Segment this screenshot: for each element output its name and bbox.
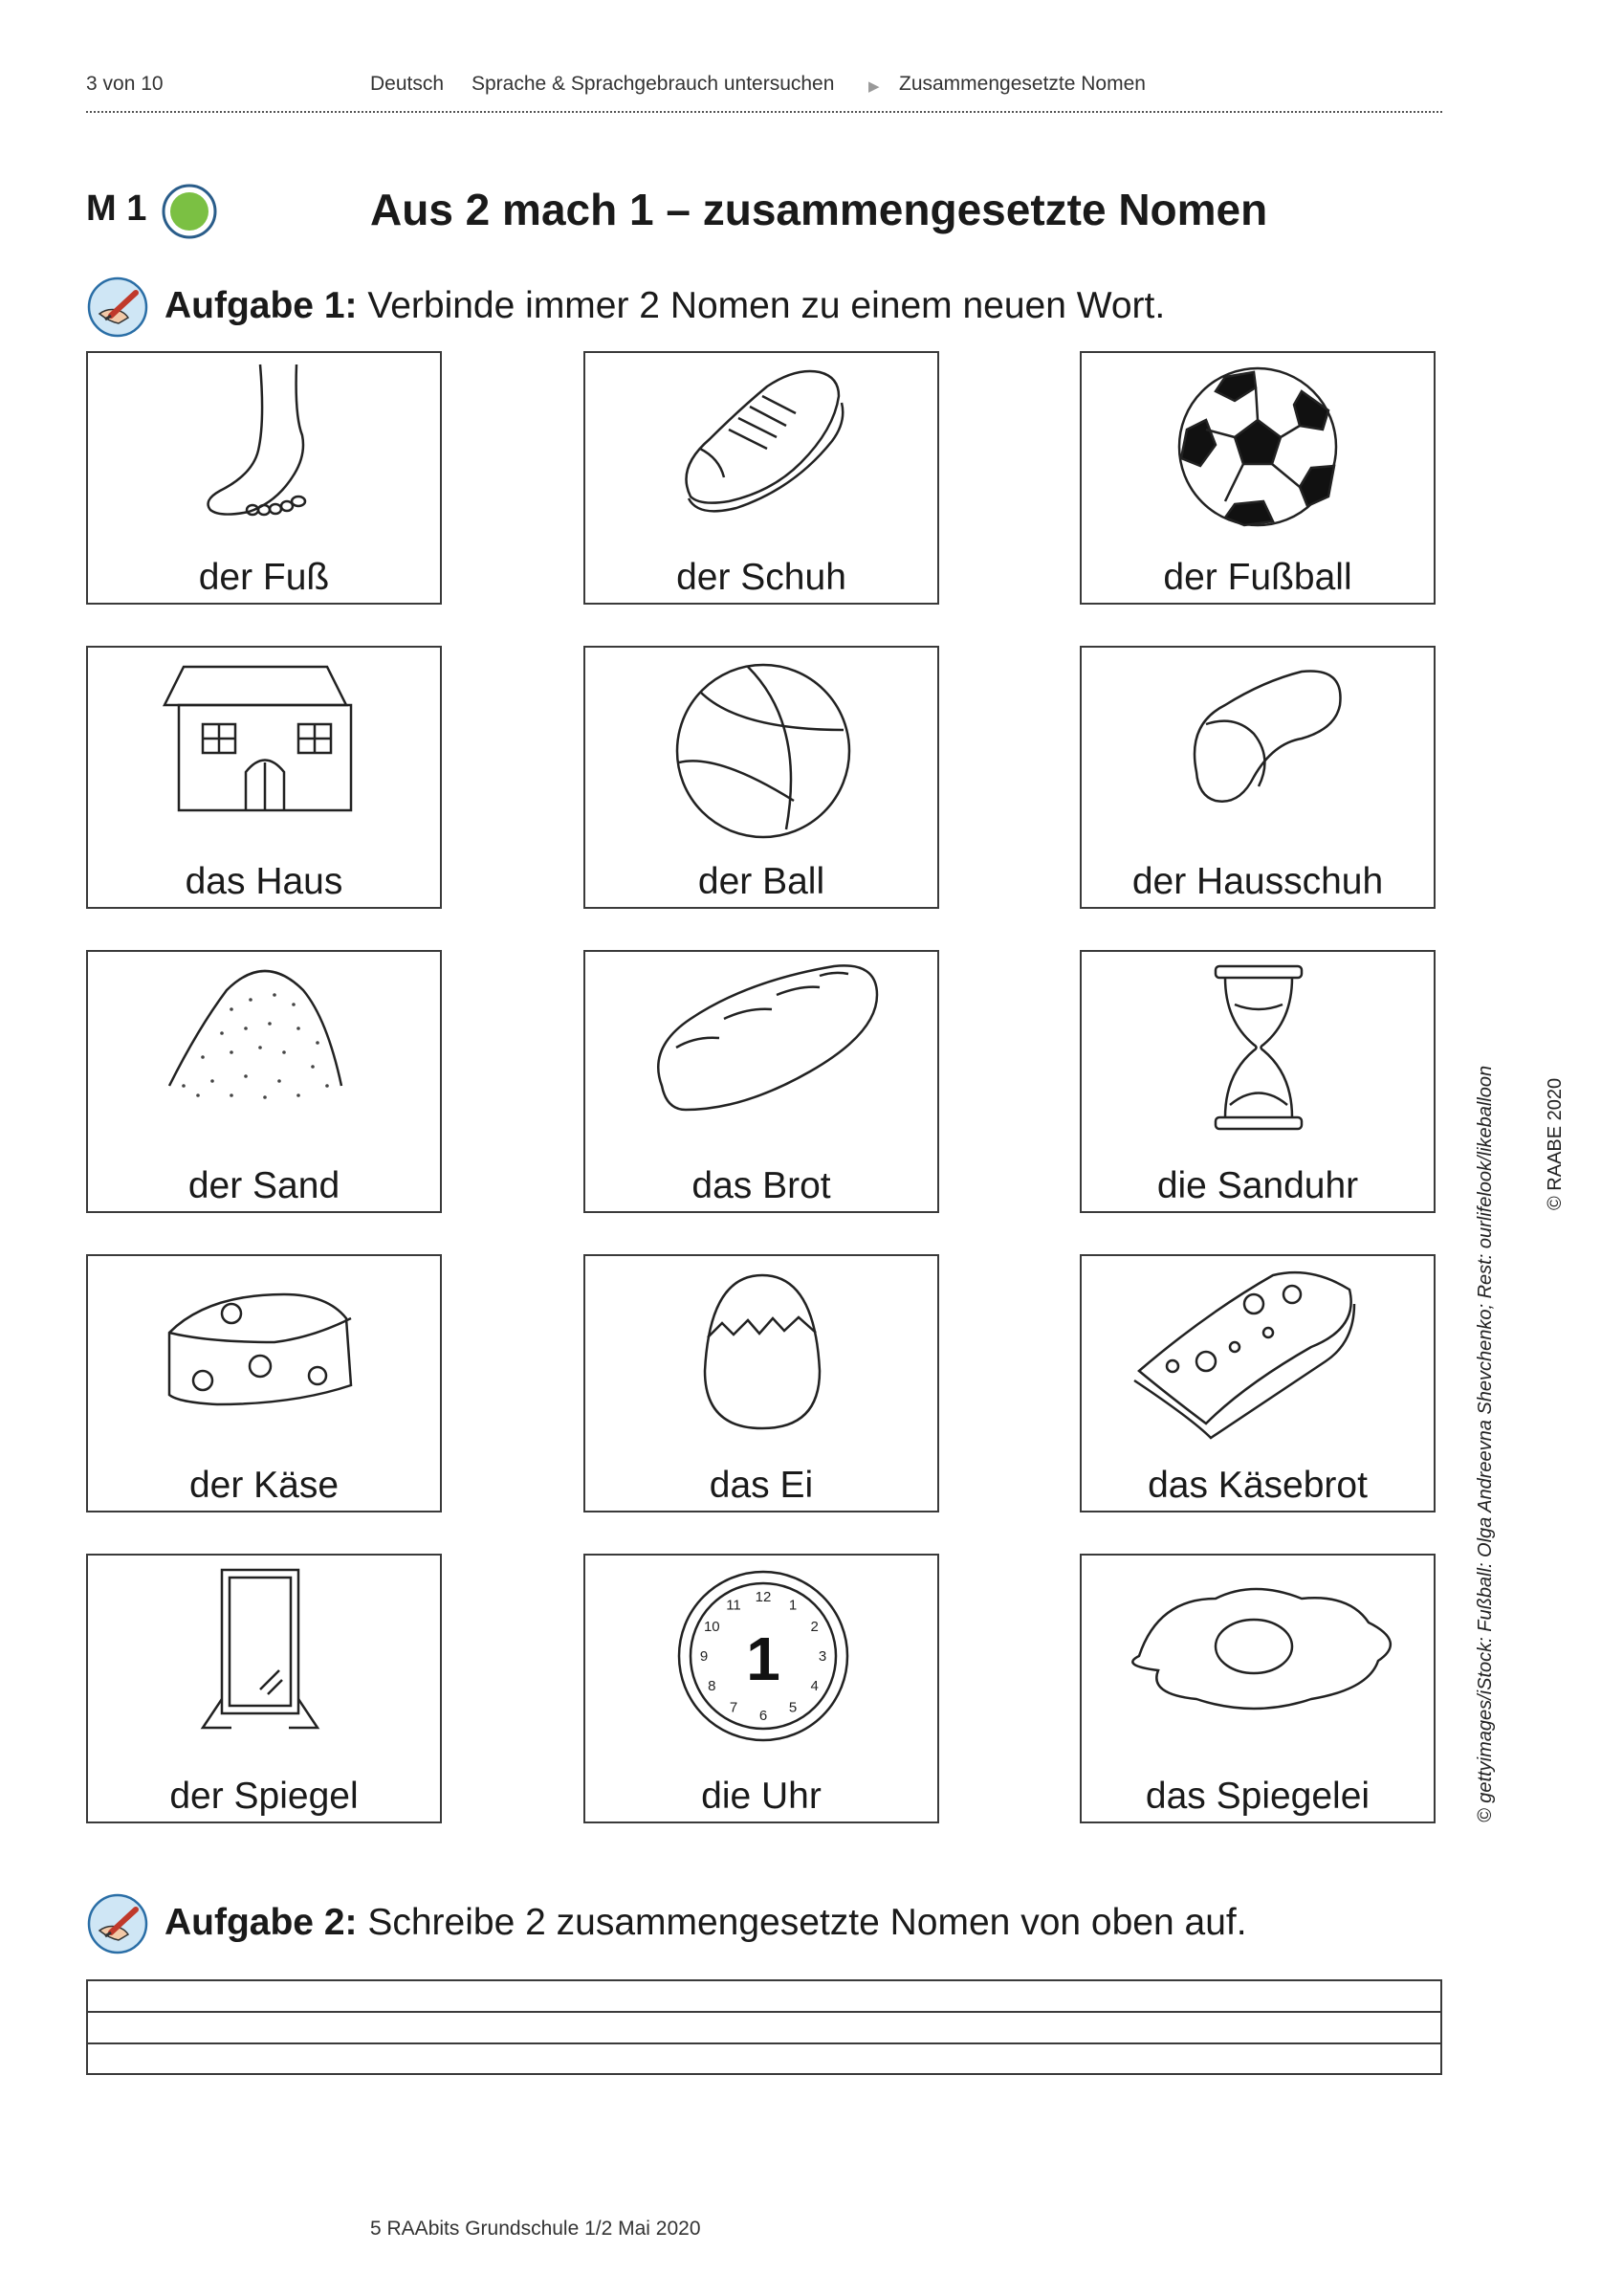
clock-number: 3 [818,1648,827,1665]
subject-label: Deutsch [370,73,445,95]
clock-number: 2 [810,1619,819,1635]
sand-pile-icon [88,952,440,1143]
clock-icon [585,1556,937,1747]
card-cheese-sandwich [1080,1254,1436,1512]
card-house [86,646,442,909]
card-soccer-ball [1080,351,1436,605]
egg-icon [585,1256,937,1447]
fried-egg-icon [1082,1556,1434,1747]
clock-number: 10 [703,1619,720,1635]
card-foot [86,351,442,605]
page-footer: 5 RAAbits Grundschule 1/2 Mai 2020 [370,2218,701,2240]
card-slipper [1080,646,1436,909]
clock-number: 7 [729,1699,738,1716]
material-label: M 1 [86,188,147,229]
card-label: das Ei [709,1465,814,1506]
pencil-task-icon [86,1892,149,1955]
clock-number: 11 [726,1597,741,1614]
card-label: der Fuß [198,557,330,598]
breadcrumb-subtopic: Zusammengesetzte Nomen [899,73,1146,95]
ball-icon [585,648,937,839]
card-fried-egg [1080,1554,1436,1823]
card-label: der Spiegel [169,1776,359,1817]
clock-number: 1 [788,1597,798,1614]
page-number: 3 von 10 [86,73,164,95]
writing-lines[interactable] [86,1979,1442,2075]
task-1-text: Verbinde immer 2 Nomen zu einem neuen Wort. [357,285,1166,326]
breadcrumb-topic: Sprache & Sprachgebrauch untersuchen [472,73,835,95]
clock-number: 6 [758,1708,768,1724]
card-clock [583,1554,939,1823]
slipper-icon [1082,648,1434,839]
writing-line [88,2042,1440,2044]
pencil-task-icon [86,276,149,339]
hourglass-icon [1082,952,1434,1143]
image-credit: © gettyimages/iStock: Fußball: Olga Andreevna Shevchenko; Rest: ourlifelook/likeballoon [1475,1065,1496,1822]
clock-number: 4 [810,1678,819,1694]
bread-icon [585,952,937,1143]
writing-line [88,2011,1440,2013]
task-1-instruction [164,285,1165,327]
card-bread [583,950,939,1213]
card-label: das Käsebrot [1148,1465,1368,1506]
task-2-instruction [164,1902,1247,1944]
header-divider [86,111,1442,113]
card-label: die Sanduhr [1156,1165,1359,1206]
card-shoe [583,351,939,605]
task-2-text: Schreibe 2 zusammengesetzte Nomen von oben auf. [357,1902,1247,1943]
card-label: das Spiegelei [1145,1776,1371,1817]
page-title: Aus 2 mach 1 – zusammengesetzte Nomen [370,185,1268,234]
card-label: der Schuh [676,557,846,598]
card-label: der Käse [188,1465,340,1506]
foot-icon [88,353,440,544]
mirror-icon [88,1556,440,1747]
cheese-icon [88,1256,440,1447]
card-mirror [86,1554,442,1823]
house-icon [88,648,440,839]
task-1-label: Aufgabe 1: [164,285,358,326]
card-egg [583,1254,939,1512]
level-dot-icon [160,182,219,241]
cheese-sandwich-icon [1082,1256,1434,1447]
card-label: das Haus [185,861,343,902]
copyright-notice: © RAABE 2020 [1545,1077,1566,1210]
clock-number: 9 [699,1648,709,1665]
card-label: der Hausschuh [1131,861,1384,902]
card-hourglass [1080,950,1436,1213]
soccer-ball-icon [1082,353,1434,544]
breadcrumb-arrow-icon: ▶ [868,78,880,95]
card-label: der Sand [187,1165,340,1206]
shoe-icon [585,353,937,544]
clock-number: 12 [755,1589,772,1605]
task-2-label: Aufgabe 2: [164,1902,358,1943]
card-label: der Ball [697,861,825,902]
card-label: die Uhr [701,1776,822,1817]
card-cheese [86,1254,442,1512]
card-label: der Fußball [1163,557,1352,598]
card-ball [583,646,939,909]
card-label: das Brot [691,1165,831,1206]
card-sand [86,950,442,1213]
clock-number: 8 [708,1678,716,1694]
clock-center-number: 1 [746,1624,780,1693]
clock-number: 5 [788,1699,798,1716]
